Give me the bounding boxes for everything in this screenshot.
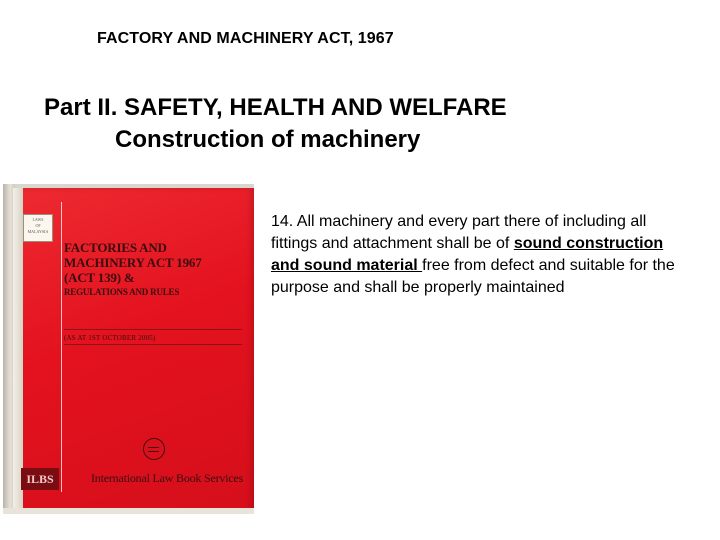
cover-title-line: MACHINERY ACT 1967 [64, 255, 202, 270]
book-cover [13, 188, 254, 514]
ilbs-logo: ILBS [21, 468, 59, 490]
section-text-underlined: sound construction and sound material [271, 235, 664, 274]
cover-date-note: (AS AT 1ST OCTOBER 2005) [64, 334, 156, 342]
book-spine [13, 188, 23, 514]
cover-label-line: OF [35, 223, 41, 228]
cover-rule [64, 344, 242, 345]
book-cover-photo [3, 184, 254, 514]
section-text-part: free from defect and suitable for the purpose and shall be properly maintained [271, 257, 675, 296]
act-heading: FACTORY AND MACHINERY ACT, 1967 [97, 30, 394, 47]
cover-divider [61, 202, 62, 492]
cover-label-line: LAWS [32, 217, 44, 222]
cover-label-box [23, 214, 53, 242]
cover-label-line: MALAYSIA [27, 229, 49, 234]
section-14-text [271, 211, 691, 299]
part-title [44, 92, 507, 156]
book-paper-bottom [3, 508, 254, 514]
section-text-part: 14. All machinery and every part there of including all fittings and attachment shall be of [271, 213, 647, 252]
publisher-globe-icon [143, 438, 165, 460]
cover-rule [64, 329, 242, 330]
cover-title-line: FACTORIES AND [64, 240, 167, 255]
part-title-line-1: Part II. SAFETY, HEALTH AND WELFARE [44, 94, 507, 121]
part-title-line-2: Construction of machinery [115, 126, 421, 153]
cover-title-line: (ACT 139) & [64, 270, 135, 285]
cover-title [64, 240, 249, 298]
publisher-name: International Law Book Services [91, 471, 244, 485]
cover-subtitle: REGULATIONS AND RULES [64, 287, 180, 297]
